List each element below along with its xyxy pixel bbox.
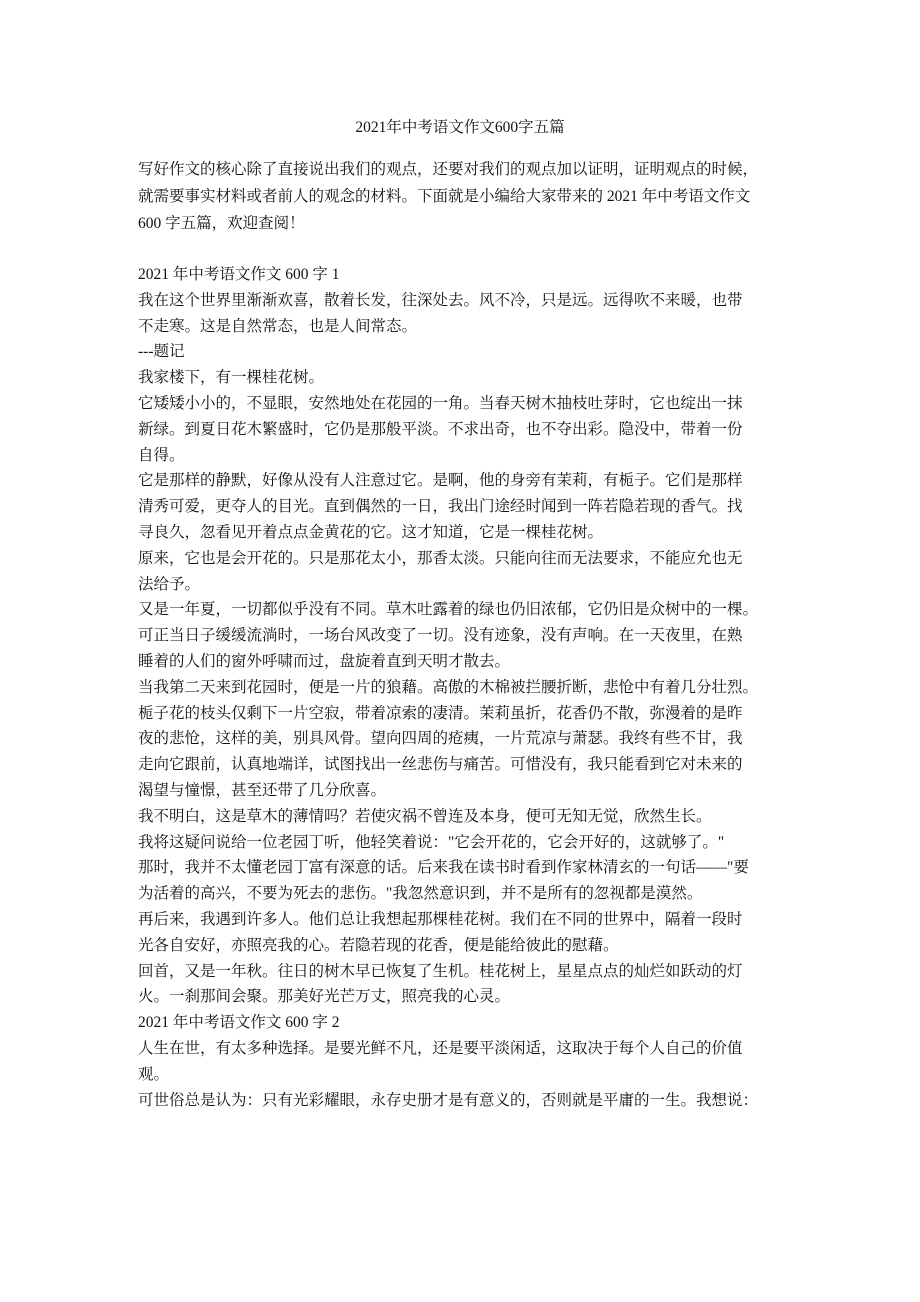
text-line: 新绿。到夏日花木繁盛时，它仍是那般平淡。不求出奇，也不夺出彩。隐没中，带着一份 xyxy=(138,420,743,438)
text-line: 又是一年夏，一切都似乎没有不同。草木吐露着的绿也仍旧浓郁，它仍旧是众树中的一棵。 xyxy=(138,601,759,619)
text-line: 我家楼下，有一棵桂花树。 xyxy=(138,369,325,387)
document-title: 2021年中考语文作文600字五篇 xyxy=(355,119,565,136)
text-line: 可正当日子缓缓流淌时，一场台风改变了一切。没有迹象，没有声响。在一天夜里，在熟 xyxy=(138,627,743,645)
text-line: 火。一刹那间会聚。那美好光芒万丈，照亮我的心灵。 xyxy=(138,988,511,1006)
text-line: 我在这个世界里渐渐欢喜，散着长发，往深处去。风不冷，只是远。远得吹不来暖，也带 xyxy=(138,291,743,309)
text-line: ---题记 xyxy=(138,343,185,361)
text-line: 为活着的高兴，不要为死去的悲伤。"我忽然意识到，并不是所有的忽视都是漠然。 xyxy=(138,885,703,903)
text-line: 睡着的人们的窗外呼啸而过，盘旋着直到天明才散去。 xyxy=(138,652,511,670)
text-line: 它是那样的静默，好像从没有人注意过它。是啊，他的身旁有茉莉，有栀子。它们是那样 xyxy=(138,472,743,490)
intro-paragraph xyxy=(138,156,798,237)
text-line: 就需要事实材料或者前人的观念的材料。下面就是小编给大家带来的 2021 年中考语文作文 xyxy=(138,188,751,205)
text-line: 不走寒。这是自然常态，也是人间常态。 xyxy=(138,317,418,335)
text-line: 清秀可爱，更夺人的目光。直到偶然的一日，我出门途经时闻到一阵若隐若现的香气。找 xyxy=(138,498,743,516)
text-line: 夜的悲怆，这样的美，别具风骨。望向四周的疮痍，一片荒凉与萧瑟。我终有些不甘，我 xyxy=(138,730,743,748)
text-line: 原来，它也是会开花的。只是那花太小，那香太淡。只能向往而无法要求，不能应允也无 xyxy=(138,549,743,567)
text-line: 可世俗总是认为：只有光彩耀眼，永存史册才是有意义的，否则就是平庸的一生。我想说： xyxy=(138,1091,759,1109)
text-line: 写好作文的核心除了直接说出我们的观点，还要对我们的观点加以证明，证明观点的时候， xyxy=(138,161,759,178)
text-line: 光各自安好，亦照亮我的心。若隐若现的花香，便是能给彼此的慰藉。 xyxy=(138,936,619,954)
text-line: 人生在世，有太多种选择。是要光鲜不凡，还是要平淡闲适，这取决于每个人自己的价值 xyxy=(138,1039,743,1057)
text-line: 回首，又是一年秋。往日的树木早已恢复了生机。桂花树上，星星点点的灿烂如跃动的灯 xyxy=(138,962,743,980)
text-line: 我不明白，这是草木的薄情吗？若使灾祸不曾连及本身，便可无知无觉，欣然生长。 xyxy=(138,807,712,825)
text-line: 观。 xyxy=(138,1065,170,1083)
text-line: 自得。 xyxy=(138,446,185,464)
text-line: 渴望与憧憬，甚至还带了几分欣喜。 xyxy=(138,781,387,799)
text-line: 2021 年中考语文作文 600 字 1 xyxy=(138,266,340,283)
text-line: 当我第二天来到花园时，便是一片的狼藉。高傲的木棉被拦腰折断，悲怆中有着几分壮烈。 xyxy=(138,678,759,696)
text-line: 法给予。 xyxy=(138,575,201,593)
text-line: 寻良久，忽看见开着点点金黄花的它。这才知道，它是一棵桂花树。 xyxy=(138,523,604,541)
text-line: 我将这疑问说给一位老园丁听，他轻笑着说："它会开花的，它会开好的，这就够了。" xyxy=(138,833,725,851)
text-line: 再后来，我遇到许多人。他们总让我想起那棵桂花树。我们在不同的世界中，隔着一段时 xyxy=(138,910,743,928)
essay-body xyxy=(138,262,798,1113)
text-line: 它矮矮小小的，不显眼，安然地处在花园的一角。当春天树木抽枝吐芽时，它也绽出一抹 xyxy=(138,394,743,412)
text-line: 600 字五篇，欢迎查阅！ xyxy=(138,215,305,232)
text-line: 栀子花的枝头仅剩下一片空寂，带着凉索的凄清。茉莉虽折，花香仍不散，弥漫着的是昨 xyxy=(138,704,743,722)
text-line: 那时，我并不太懂老园丁富有深意的话。后来我在读书时看到作家林清玄的一句话——"要 xyxy=(138,859,749,877)
text-line: 走向它跟前，认真地端详，试图找出一丝悲伤与痛苦。可惜没有，我只能看到它对未来的 xyxy=(138,756,743,774)
text-line: 2021 年中考语文作文 600 字 2 xyxy=(138,1014,340,1032)
